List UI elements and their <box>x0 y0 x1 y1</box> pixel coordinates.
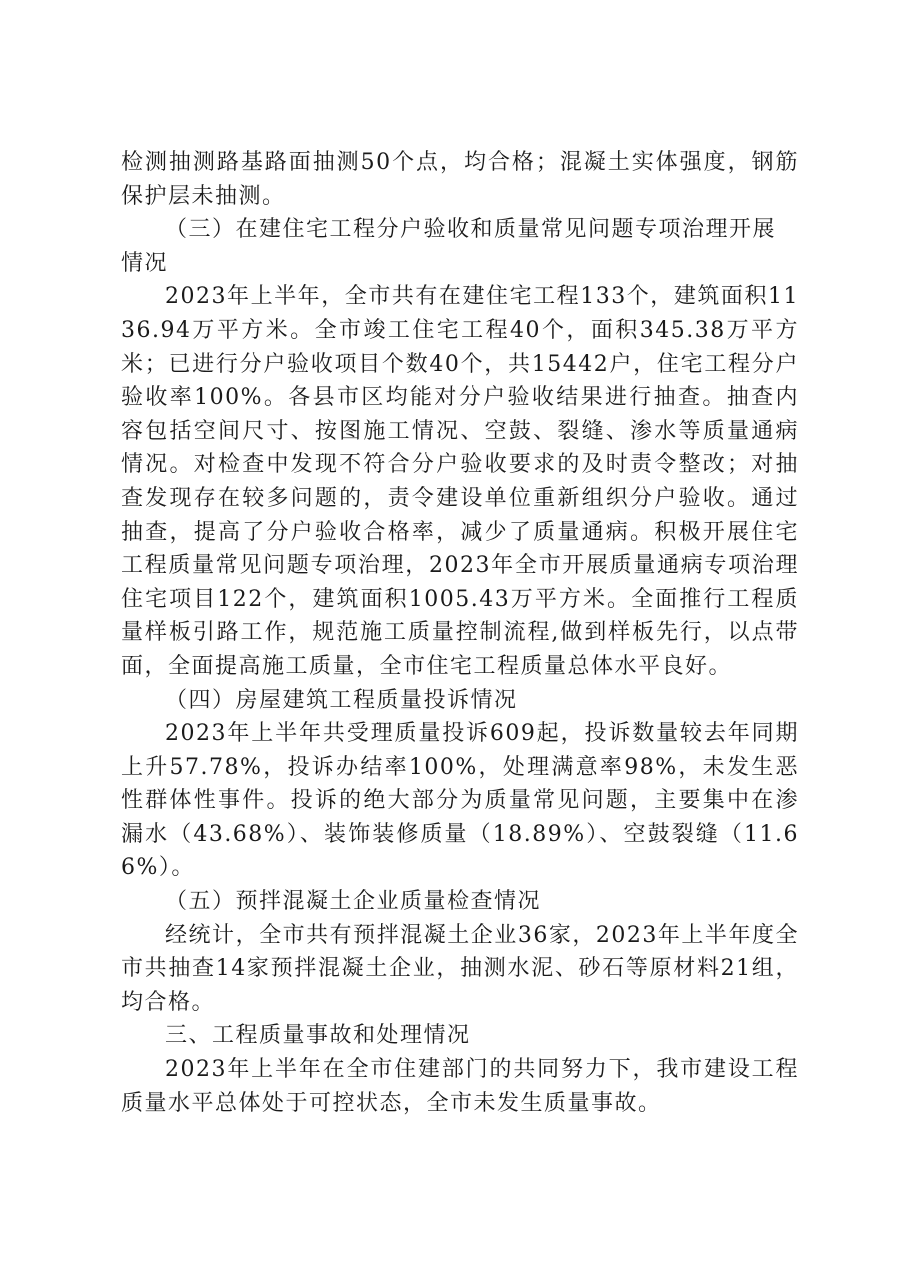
paragraph-complaints: 2023年上半年共受理质量投诉609起，投诉数量较去年同期上升57.78%，投诉办结率100%，处理满意率98%，未发生恶性群体性事件。投诉的绝大部分为质量常见问题，主要集中在渗漏水（43.68%）、装饰装修质量（18.89%）、空鼓裂缝（11.66%）。 <box>121 721 799 881</box>
section-heading-4: （四）房屋建筑工程质量投诉情况 <box>165 687 518 713</box>
paragraph-road-testing: 检测抽测路基路面抽测50个点，均合格；混凝土实体强度，钢筋保护层未抽测。 <box>121 150 799 209</box>
section-heading-accidents: 三、工程质量事故和处理情况 <box>165 1023 471 1049</box>
section-heading-3: （三）在建住宅工程分户验收和质量常见问题专项治理开展情况 <box>121 217 777 276</box>
paragraph-concrete-enterprises: 经统计，全市共有预拌混凝土企业36家，2023年上半年度全市共抽查14家预拌混凝土企业，抽测水泥、砂石等原材料21组，均合格。 <box>121 922 799 1015</box>
section-heading-5: （五）预拌混凝土企业质量检查情况 <box>165 889 542 915</box>
paragraph-household-acceptance: 2023年上半年，全市共有在建住宅工程133个，建筑面积1136.94万平方米。全市竣工住宅工程40个，面积345.38万平方米；已进行分户验收项目个数40个，共15442户，住宅工程分户验收率100%。各县市区均能对分户验收结果进行抽查。抽查内容包括空间尺寸、按图施工情况、空鼓、裂缝、渗水等质量通病情况。对检查中发现不符合分户验收要求的及时责令整改；对抽查发现存在较多问题的，责令建设单位重新组织分户验收。通过抽查，提高了分户验收合格率，减少了质量通病。积极开展住宅工程质量常见问题专项治理，2023年全市开展质量通病专项治理住宅项目122个，建筑面积1005.43万平方米。全面推行工程质量样板引路工作，规范施工质量控制流程,做到样板先行，以点带面，全面提高施工质量，全市住宅工程质量总体水平良好。 <box>121 284 799 679</box>
document-page <box>121 146 799 1120</box>
paragraph-accident-summary: 2023年上半年在全市住建部门的共同努力下，我市建设工程质量水平总体处于可控状态，全市未发生质量事故。 <box>121 1057 799 1116</box>
